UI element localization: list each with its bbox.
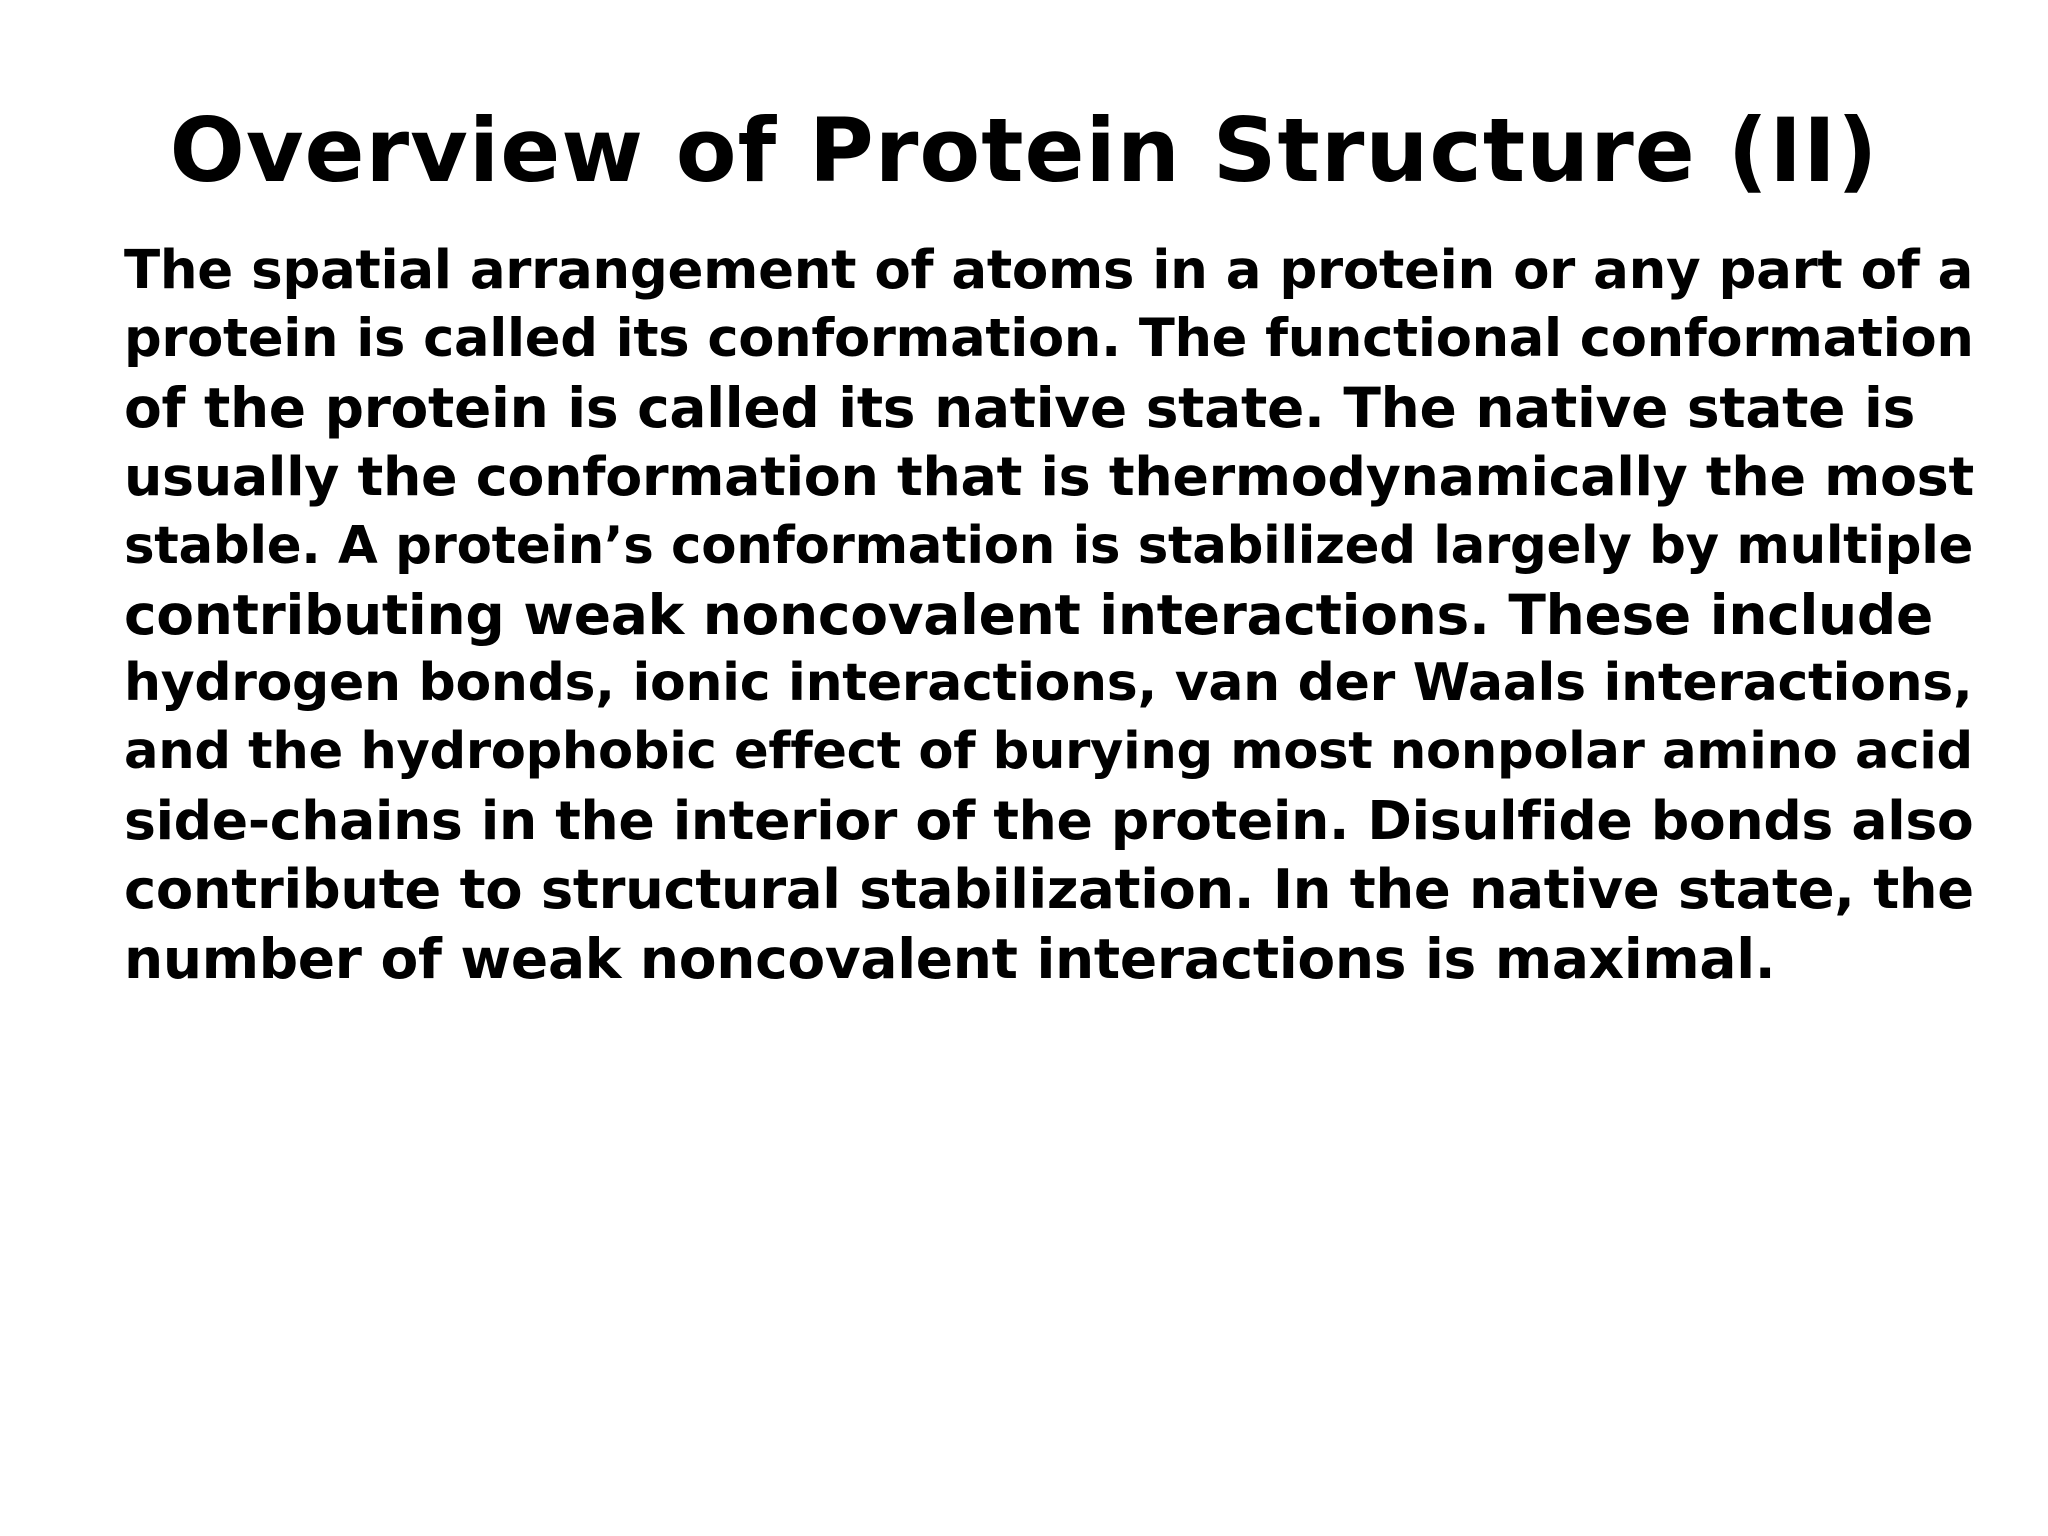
paragraph-line: of the protein is called its native state. The native state is (124, 375, 1916, 440)
paragraph-line: number of weak noncovalent interactions is maximal. (124, 927, 1776, 992)
paragraph-line: and the hydrophobic effect of burying most nonpolar amino acid (124, 722, 1973, 782)
slide-body-paragraph (124, 236, 1984, 994)
slide-title: Overview of Protein Structure (II) (169, 99, 1879, 202)
paragraph-line: stable. A protein’s conformation is stabilized largely by multiple (124, 515, 1974, 576)
paragraph-line: contributing weak noncovalent interactions. These include (124, 582, 1933, 647)
paragraph-line: The spatial arrangement of atoms in a protein or any part of a (124, 239, 1974, 301)
paragraph-line: contribute to structural stabilization. In the native state, the (124, 858, 1974, 922)
paragraph-line: protein is called its conformation. The functional conformation (124, 307, 1974, 369)
paragraph-line: usually the conformation that is thermodynamically the most (124, 444, 1974, 508)
paragraph-line: side-chains in the interior of the protein. Disulfide bonds also (124, 789, 1974, 853)
paragraph-line: hydrogen bonds, ionic interactions, van der Waals interactions, (124, 653, 1973, 714)
